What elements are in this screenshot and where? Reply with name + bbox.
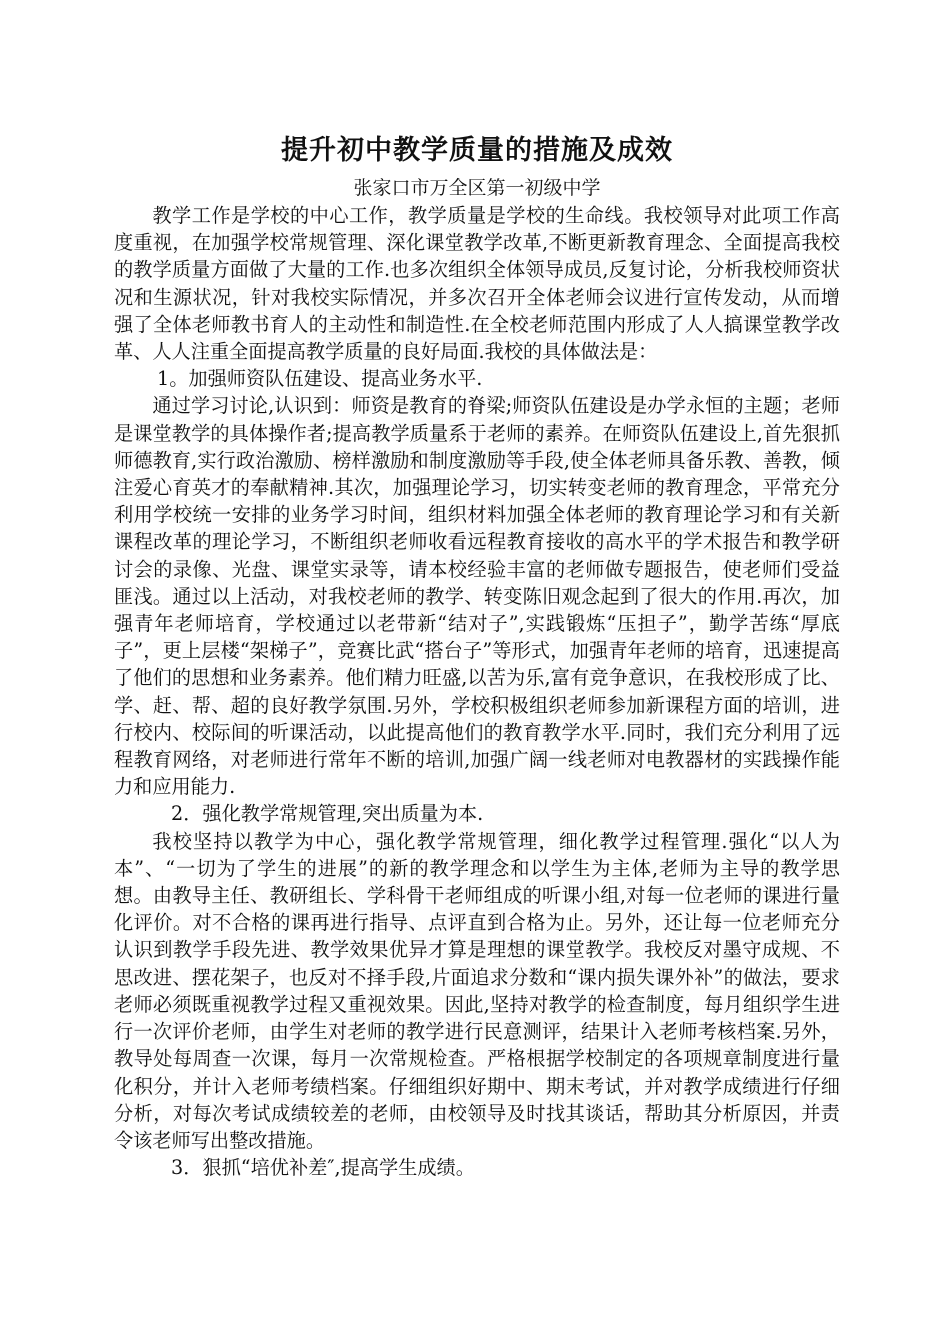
document-page <box>114 128 840 1181</box>
intro-paragraph: 教学工作是学校的中心工作，教学质量是学校的生命线。我校领导对此项工作高度重视，在加强学校常规管理、深化课堂教学改革,不断更新教育理念、全面提高我校的教学质量方面做了大量的工作.也多次组织全体领导成员,反复讨论，分析我校师资状况和生源状况，针对我校实际情况，并多次召开全体老师会议进行宣传发动，从而增强了全体老师教书育人的主动性和制造性.在全校老师范围内形成了人人搞课堂教学改革、人人注重全面提高教学质量的良好局面.我校的具体做法是： <box>114 204 840 364</box>
document-title: 提升初中教学质量的措施及成效 <box>281 135 673 166</box>
section-2-heading: 2．强化教学常规管理,突出质量为本. <box>171 802 484 826</box>
section-1-heading: 1。加强师资队伍建设、提高业务水平. <box>157 367 483 391</box>
section-1-paragraph: 通过学习讨论,认识到：师资是教育的脊梁;师资队伍建设是办学永恒的主题；老师是课堂教学的具体操作者;提高教学质量系于老师的素养。在师资队伍建设上,首先狠抓师德教育,实行政治激励、榜样激励和制度激励等手段,使全体老师具备乐教、善教，倾注爱心育英才的奉献精神.其次，加强理论学习，切实转变老师的教育理念，平常充分利用学校统一安排的业务学习时间，组织材料加强全体老师的教育理论学习和有关新课程改革的理论学习，不断组织老师收看远程教育接收的高水平的学术报告和教学研讨会的录像、光盘、课堂实录等，请本校经验丰富的老师做专题报告，使老师们受益匪浅。通过以上活动，对我校老师的教学、转变陈旧观念起到了很大的作用.再次，加强青年老师培育，学校通过以老带新“结对子”,实践锻炼“压担子”，勤学苦练“厚底子”，更上层楼“架梯子”，竞赛比武“搭台子”等形式，加强青年老师的培育，迅速提高了他们的思想和业务素养。他们精力旺盛,以苦为乐,富有竞争意识，在我校形成了比、学、赶、帮、超的良好教学氛围.另外，学校积极组织老师参加新课程方面的培训，进行校内、校际间的听课活动，以此提高他们的教育教学水平.同时，我们充分利用了远程教育网络，对老师进行常年不断的培训,加强广阔一线老师对电教器材的实践操作能力和应用能力. <box>114 394 840 799</box>
section-2-paragraph: 我校坚持以教学为中心，强化教学常规管理，细化教学过程管理.强化“以人为本”、“一切为了学生的进展”的新的教学理念和以学生为主体,老师为主导的教学思想。由教导主任、教研组长、学科骨干老师组成的听课小组,对每一位老师的课进行量化评价。对不合格的课再进行指导、点评直到合格为止。另外，还让每一位老师充分认识到教学手段先进、教学效果优异才算是理想的课堂教学。我校反对墨守成规、不思改进、摆花架子，也反对不择手段,片面追求分数和“课内损失课外补”的做法，要求老师必须既重视教学过程又重视效果。因此,坚持对教学的检查制度，每月组织学生进行一次评价老师，由学生对老师的教学进行民意测评，结果计入老师考核档案.另外，教导处每周查一次课，每月一次常规检查。严格根据学校制定的各项规章制度进行量化积分，并计入老师考绩档案。仔细组织好期中、期末考试，并对教学成绩进行仔细分析，对每次考试成绩较差的老师，由校领导及时找其谈话，帮助其分析原因，并责令该老师写出整改措施。 <box>114 829 840 1152</box>
document-author: 张家口市万全区第一初级中学 <box>353 177 601 199</box>
section-3-heading: 3．狠抓“培优补差″,提高学生成绩。 <box>171 1156 475 1180</box>
